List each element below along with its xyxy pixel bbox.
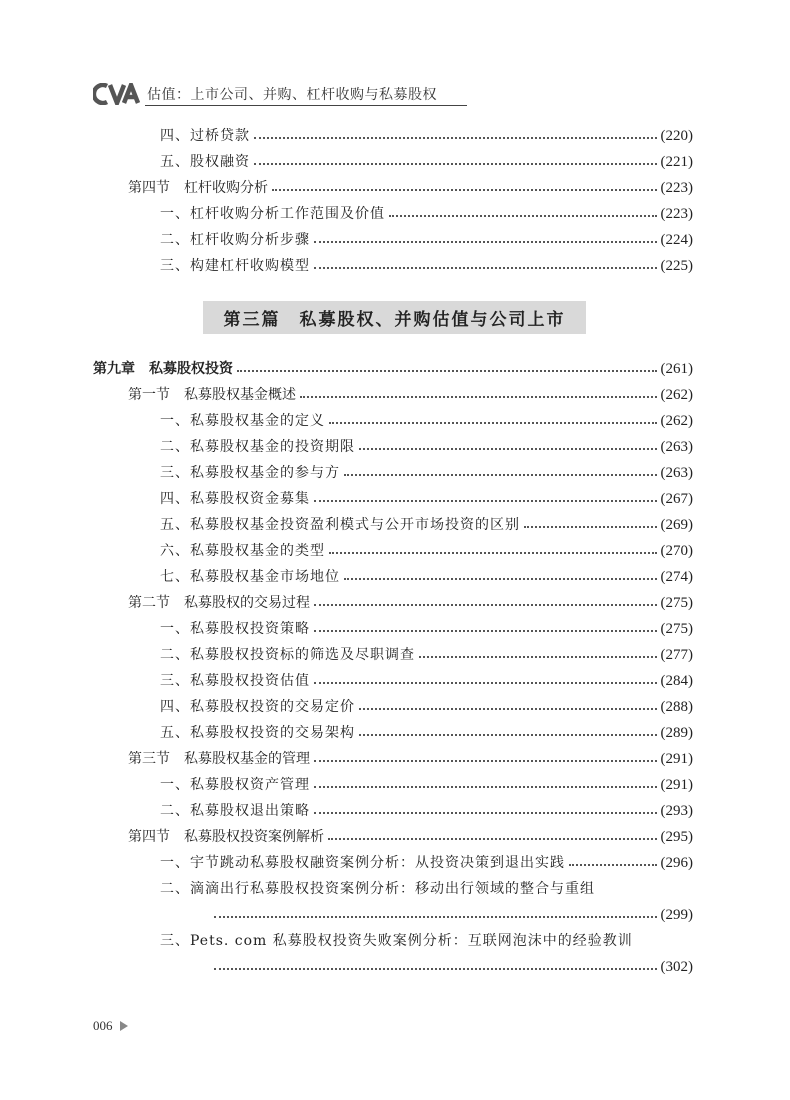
- toc-row[interactable]: [160, 618, 693, 640]
- dot-leader: [344, 474, 657, 476]
- toc-label: 三、构建杠杆收购模型: [160, 258, 310, 274]
- toc-row[interactable]: [160, 644, 693, 666]
- toc-label: 一、宇节跳动私募股权融资案例分析：从投资决策到退出实践: [160, 855, 565, 871]
- toc-page: (263): [660, 465, 693, 481]
- toc-page: (291): [660, 751, 693, 767]
- toc-row[interactable]: [160, 566, 693, 588]
- dot-leader: [314, 604, 657, 606]
- toc-row[interactable]: [160, 410, 693, 432]
- toc-label: 二、私募股权基金的投资期限: [160, 439, 355, 455]
- toc-page: (263): [660, 439, 693, 455]
- dot-leader: [314, 500, 657, 502]
- toc-page: (223): [660, 206, 693, 222]
- part-title-banner: 第三篇 私募股权、并购估值与公司上市: [203, 301, 586, 334]
- dot-leader: [314, 760, 657, 762]
- dot-leader: [300, 396, 657, 398]
- toc-page: (262): [660, 413, 693, 429]
- dot-leader: [569, 864, 657, 866]
- toc-page: (225): [660, 258, 693, 274]
- dot-leader: [359, 708, 657, 710]
- dot-leader: [314, 682, 657, 684]
- dot-leader: [254, 163, 657, 165]
- toc-page: (284): [660, 673, 693, 689]
- dot-leader: [389, 215, 657, 217]
- toc-row[interactable]: [160, 462, 693, 484]
- toc-label: 二、杠杆收购分析步骤: [160, 232, 310, 248]
- toc-page: (275): [660, 621, 693, 637]
- toc-row[interactable]: [160, 514, 693, 536]
- toc-label: 三、私募股权基金的参与方: [160, 465, 340, 481]
- toc-label: 四、私募股权投资的交易定价: [160, 699, 355, 715]
- cva-logo: [93, 83, 143, 105]
- toc-page: (288): [660, 699, 693, 715]
- toc-row[interactable]: [160, 722, 693, 744]
- toc-label: 二、私募股权退出策略: [160, 803, 310, 819]
- toc-page: (295): [660, 829, 693, 845]
- dot-leader: [314, 786, 657, 788]
- toc-page: (221): [660, 154, 693, 170]
- toc-row[interactable]: [160, 151, 693, 173]
- toc-row[interactable]: [160, 800, 693, 822]
- page-footer: [93, 1018, 128, 1034]
- toc-row[interactable]: [128, 826, 693, 848]
- toc-row[interactable]: [128, 177, 693, 199]
- toc-page: (270): [660, 543, 693, 559]
- toc-label: 五、股权融资: [160, 154, 250, 170]
- toc-label: 七、私募股权基金市场地位: [160, 569, 340, 585]
- toc-page: (293): [660, 803, 693, 819]
- toc-label: 第一节 私募股权基金概述: [128, 387, 296, 403]
- toc-label: 二、私募股权投资标的筛选及尽职调查: [160, 647, 415, 663]
- header-rule: [145, 105, 467, 106]
- toc-row-line1[interactable]: [160, 878, 693, 900]
- toc-label: 第四节 杠杆收购分析: [128, 180, 268, 196]
- dot-leader: [237, 370, 657, 372]
- dot-leader: [254, 137, 657, 139]
- toc-label: 一、杠杆收购分析工作范围及价值: [160, 206, 385, 222]
- dot-leader: [359, 448, 657, 450]
- toc-row[interactable]: [160, 436, 693, 458]
- toc-page: (275): [660, 595, 693, 611]
- dot-leader: [314, 630, 657, 632]
- toc-page: (291): [660, 777, 693, 793]
- toc-page: (299): [660, 907, 693, 923]
- toc-row[interactable]: [160, 670, 693, 692]
- toc-row[interactable]: [160, 203, 693, 225]
- toc-row-line2[interactable]: [214, 904, 693, 926]
- toc-page: (220): [660, 128, 693, 144]
- dot-leader: [328, 838, 657, 840]
- toc-row[interactable]: [160, 255, 693, 277]
- header-title: 估值：上市公司、并购、杠杆收购与私募股权: [147, 87, 437, 103]
- dot-leader: [329, 422, 657, 424]
- toc-label: 一、私募股权资产管理: [160, 777, 310, 793]
- toc-row[interactable]: [160, 852, 693, 874]
- dot-leader: [359, 734, 657, 736]
- toc-row[interactable]: [160, 540, 693, 562]
- dot-leader: [419, 656, 657, 658]
- toc-row[interactable]: [160, 229, 693, 251]
- toc-row-line2[interactable]: [214, 956, 693, 978]
- toc-row-line1[interactable]: [160, 930, 693, 952]
- toc-row[interactable]: [160, 774, 693, 796]
- toc-label: 第三节 私募股权基金的管理: [128, 751, 310, 767]
- toc-row[interactable]: [128, 592, 693, 614]
- dot-leader: [524, 526, 657, 528]
- dot-leader: [314, 241, 657, 243]
- dot-leader: [214, 916, 657, 918]
- toc-label: 第二节 私募股权的交易过程: [128, 595, 310, 611]
- toc-row[interactable]: [128, 748, 693, 770]
- toc-row[interactable]: [160, 696, 693, 718]
- toc-page: (261): [660, 361, 693, 377]
- toc-page: (296): [660, 855, 693, 871]
- toc-label: 二、滴滴出行私募股权投资案例分析：移动出行领域的整合与重组: [160, 881, 595, 897]
- dot-leader: [344, 578, 657, 580]
- toc-label: 第九章 私募股权投资: [93, 361, 233, 377]
- toc-row[interactable]: [160, 488, 693, 510]
- toc-page: (267): [660, 491, 693, 507]
- page-number: 006: [93, 1018, 113, 1033]
- toc-label: 五、私募股权基金投资盈利模式与公开市场投资的区别: [160, 517, 520, 533]
- toc-row[interactable]: [160, 125, 693, 147]
- toc-page: (262): [660, 387, 693, 403]
- toc-page: (289): [660, 725, 693, 741]
- toc-label: 四、过桥贷款: [160, 128, 250, 144]
- toc-page: (302): [660, 959, 693, 975]
- dot-leader: [329, 552, 657, 554]
- dot-leader: [314, 812, 657, 814]
- dot-leader: [214, 968, 657, 970]
- toc-label: 六、私募股权基金的类型: [160, 543, 325, 559]
- toc-page: (274): [660, 569, 693, 585]
- toc-label: 四、私募股权资金募集: [160, 491, 310, 507]
- toc-label: 三、私募股权投资估值: [160, 673, 310, 689]
- toc-label: 五、私募股权投资的交易架构: [160, 725, 355, 741]
- toc-page: (224): [660, 232, 693, 248]
- running-header: [93, 83, 693, 105]
- toc-page: (223): [660, 180, 693, 196]
- triangle-right-icon: [120, 1021, 128, 1031]
- toc-label: 一、私募股权投资策略: [160, 621, 310, 637]
- toc-row[interactable]: [93, 358, 693, 380]
- dot-leader: [272, 189, 657, 191]
- toc-page: (277): [660, 647, 693, 663]
- toc-label: 第四节 私募股权投资案例解析: [128, 829, 324, 845]
- toc-label: 三、Pets. com 私募股权投资失败案例分析：互联网泡沫中的经验教训: [160, 933, 633, 949]
- dot-leader: [314, 267, 657, 269]
- toc-label: 一、私募股权基金的定义: [160, 413, 325, 429]
- toc-row[interactable]: [128, 384, 693, 406]
- toc-page: (269): [660, 517, 693, 533]
